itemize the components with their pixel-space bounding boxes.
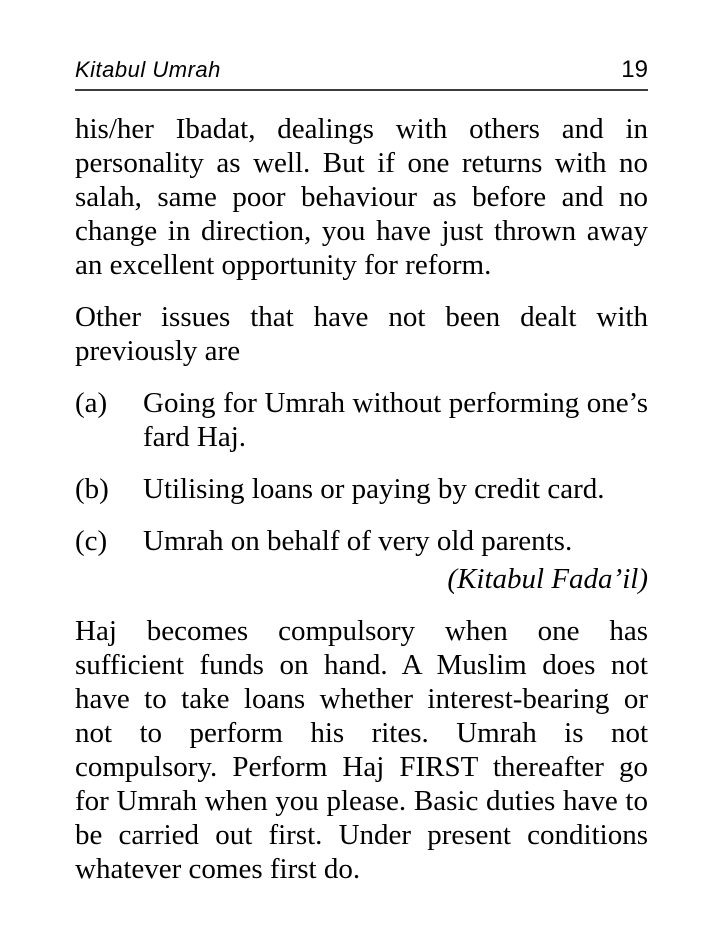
list-label-c: (c) [75, 525, 108, 557]
list-item-c [75, 524, 648, 558]
source-attribution: (Kitabul Fada’il) [447, 563, 648, 595]
list-item-b [75, 472, 648, 506]
paragraph-intro: Other issues that have not been dealt with previously are [75, 301, 648, 367]
body-text [75, 112, 648, 886]
list-label-a: (a) [75, 387, 108, 419]
list-item-a [75, 386, 648, 454]
page-number: 19 [621, 56, 648, 83]
list-text-a: Going for Umrah without performing one’s fard Haj. [143, 387, 648, 453]
paragraph-closing: Haj becomes compulsory when one has sufficient funds on hand. A Muslim does not have to take loans whether interest-bearing or not to perform his rites. Umrah is not compulsory. Perform Haj FIRST thereafter go for Umrah when you please. Basic duties have to be carried out first. Under present conditions whatever comes first do. [75, 615, 648, 885]
paragraph-continuation: his/her Ibadat, dealings with others and in personality as well. But if one returns with no salah, same poor behaviour as before and no change in direction, you have just thrown away an excellent opportunity for reform. [75, 113, 648, 281]
running-header-title: Kitabul Umrah [75, 57, 221, 82]
list-label-b: (b) [75, 473, 109, 505]
list-text-b: Utilising loans or paying by credit card. [143, 473, 605, 505]
page-content [75, 0, 648, 886]
list-text-c: Umrah on behalf of very old parents. [143, 525, 573, 557]
page-header [75, 0, 648, 91]
